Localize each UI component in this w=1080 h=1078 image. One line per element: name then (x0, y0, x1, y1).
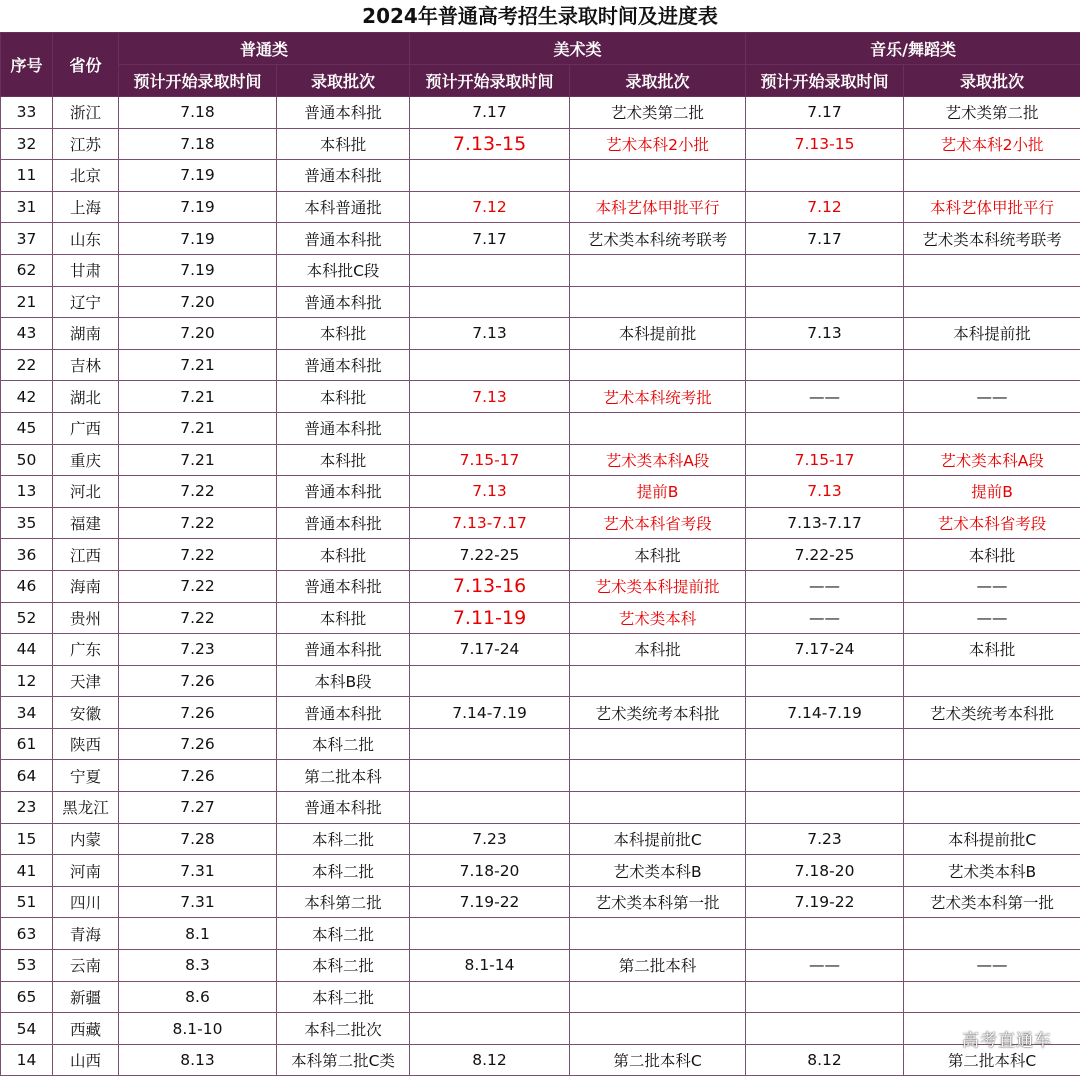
cell-music-batch (904, 665, 1080, 697)
table-row (1, 760, 1080, 792)
cell-music-batch: 艺术类第二批 (904, 97, 1080, 129)
cell-general-time: 7.22 (119, 507, 277, 539)
cell-province: 重庆 (53, 444, 119, 476)
cell-art-time: 7.18-20 (410, 855, 570, 887)
cell-index: 21 (1, 286, 53, 318)
cell-art-batch: 第二批本科 (570, 950, 746, 982)
cell-index: 62 (1, 254, 53, 286)
cell-general-batch: 普通本科批 (277, 160, 410, 192)
cell-music-time: 7.17-24 (746, 634, 904, 666)
cell-art-time: 7.13-15 (410, 128, 570, 160)
table-row (1, 665, 1080, 697)
cell-index: 52 (1, 602, 53, 634)
cell-index: 63 (1, 918, 53, 950)
cell-music-batch (904, 412, 1080, 444)
cell-general-batch: 本科二批 (277, 823, 410, 855)
cell-art-batch: 本科提前批 (570, 318, 746, 350)
table-row (1, 918, 1080, 950)
cell-music-batch: 本科提前批C (904, 823, 1080, 855)
cell-index: 42 (1, 381, 53, 413)
cell-index: 36 (1, 539, 53, 571)
cell-music-time (746, 792, 904, 824)
cell-province: 江西 (53, 539, 119, 571)
cell-music-batch: 本科批 (904, 634, 1080, 666)
watermark: 高考直通车 (962, 1031, 1052, 1051)
cell-general-batch: 本科二批 (277, 950, 410, 982)
cell-music-time: 7.12 (746, 191, 904, 223)
cell-music-time (746, 728, 904, 760)
cell-general-batch: 本科批 (277, 318, 410, 350)
cell-art-time: 7.17-24 (410, 634, 570, 666)
cell-general-batch: 本科B段 (277, 665, 410, 697)
cell-index: 51 (1, 886, 53, 918)
cell-general-time: 7.26 (119, 760, 277, 792)
cell-province: 浙江 (53, 97, 119, 129)
table-row (1, 1044, 1080, 1076)
cell-art-time: 7.15-17 (410, 444, 570, 476)
cell-index: 61 (1, 728, 53, 760)
cell-general-batch: 普通本科批 (277, 286, 410, 318)
table-row (1, 792, 1080, 824)
cell-general-batch: 普通本科批 (277, 349, 410, 381)
cell-music-batch (904, 981, 1080, 1013)
cell-art-time (410, 760, 570, 792)
cell-music-batch: 本科批 (904, 539, 1080, 571)
cell-general-batch: 本科普通批 (277, 191, 410, 223)
cell-art-time (410, 792, 570, 824)
cell-index: 41 (1, 855, 53, 887)
admission-table (0, 32, 1080, 1076)
cell-province: 安徽 (53, 697, 119, 729)
cell-index: 37 (1, 223, 53, 255)
cell-art-batch: 本科提前批C (570, 823, 746, 855)
cell-art-batch: 艺术类统考本科批 (570, 697, 746, 729)
cell-music-time (746, 760, 904, 792)
cell-art-time: 7.13-16 (410, 570, 570, 602)
cell-general-batch: 本科批 (277, 128, 410, 160)
cell-general-time: 7.22 (119, 476, 277, 508)
cell-province: 湖北 (53, 381, 119, 413)
cell-music-batch: 本科艺体甲批平行 (904, 191, 1080, 223)
cell-general-time: 8.13 (119, 1044, 277, 1076)
cell-province: 黑龙江 (53, 792, 119, 824)
cell-art-batch: 艺术类本科 (570, 602, 746, 634)
cell-province: 山东 (53, 223, 119, 255)
cell-art-time: 8.1-14 (410, 950, 570, 982)
cell-art-batch: 艺术类本科提前批 (570, 570, 746, 602)
cell-general-time: 7.21 (119, 381, 277, 413)
cell-general-time: 7.18 (119, 97, 277, 129)
cell-general-time: 7.19 (119, 254, 277, 286)
cell-general-time: 7.20 (119, 286, 277, 318)
cell-province: 广东 (53, 634, 119, 666)
cell-music-time (746, 665, 904, 697)
cell-index: 34 (1, 697, 53, 729)
cell-music-time (746, 254, 904, 286)
cell-index: 22 (1, 349, 53, 381)
cell-music-batch: 艺术类本科统考联考 (904, 223, 1080, 255)
cell-general-batch: 本科批C段 (277, 254, 410, 286)
table-row (1, 412, 1080, 444)
cell-index: 12 (1, 665, 53, 697)
cell-music-batch (904, 160, 1080, 192)
cell-general-batch: 普通本科批 (277, 507, 410, 539)
cell-music-batch: 艺术类统考本科批 (904, 697, 1080, 729)
cell-art-time: 7.17 (410, 97, 570, 129)
table-row (1, 886, 1080, 918)
cell-general-time: 8.6 (119, 981, 277, 1013)
table-row (1, 318, 1080, 350)
cell-general-batch: 本科二批 (277, 855, 410, 887)
cell-general-batch: 本科批 (277, 602, 410, 634)
cell-art-batch: 艺术本科统考批 (570, 381, 746, 413)
cell-general-batch: 本科第二批C类 (277, 1044, 410, 1076)
header-art-start-time: 预计开始录取时间 (410, 65, 570, 97)
cell-index: 54 (1, 1013, 53, 1045)
cell-art-batch: 本科批 (570, 539, 746, 571)
cell-general-time: 7.19 (119, 191, 277, 223)
cell-general-time: 7.22 (119, 570, 277, 602)
cell-index: 45 (1, 412, 53, 444)
cell-art-batch (570, 792, 746, 824)
cell-music-batch: 艺术类本科B (904, 855, 1080, 887)
cell-art-time (410, 665, 570, 697)
cell-general-batch: 本科二批 (277, 728, 410, 760)
cell-music-time: —— (746, 602, 904, 634)
cell-art-time (410, 918, 570, 950)
cell-general-batch: 本科二批 (277, 981, 410, 1013)
table-row (1, 728, 1080, 760)
cell-general-time: 7.21 (119, 444, 277, 476)
cell-general-batch: 普通本科批 (277, 412, 410, 444)
cell-art-time (410, 981, 570, 1013)
cell-music-batch: 本科提前批 (904, 318, 1080, 350)
table-row (1, 191, 1080, 223)
cell-music-time: 7.17 (746, 223, 904, 255)
cell-art-batch (570, 728, 746, 760)
cell-art-batch: 艺术类本科第一批 (570, 886, 746, 918)
cell-general-time: 7.31 (119, 886, 277, 918)
cell-art-batch: 艺术本科2小批 (570, 128, 746, 160)
cell-index: 13 (1, 476, 53, 508)
table-row (1, 697, 1080, 729)
table-row (1, 254, 1080, 286)
cell-music-time (746, 1013, 904, 1045)
cell-music-batch: 艺术本科2小批 (904, 128, 1080, 160)
table-row (1, 476, 1080, 508)
cell-music-time (746, 349, 904, 381)
cell-music-time (746, 286, 904, 318)
cell-index: 64 (1, 760, 53, 792)
cell-music-batch: —— (904, 381, 1080, 413)
table-row (1, 160, 1080, 192)
cell-music-batch: 艺术本科省考段 (904, 507, 1080, 539)
cell-index: 50 (1, 444, 53, 476)
cell-music-time: 7.19-22 (746, 886, 904, 918)
header-group-art: 美术类 (410, 33, 746, 65)
table-row (1, 381, 1080, 413)
cell-general-batch: 本科第二批 (277, 886, 410, 918)
cell-music-batch (904, 760, 1080, 792)
cell-index: 65 (1, 981, 53, 1013)
cell-art-batch: 艺术类第二批 (570, 97, 746, 129)
cell-general-batch: 普通本科批 (277, 223, 410, 255)
cell-music-batch: 提前B (904, 476, 1080, 508)
cell-index: 14 (1, 1044, 53, 1076)
cell-art-batch: 本科艺体甲批平行 (570, 191, 746, 223)
cell-music-time (746, 160, 904, 192)
cell-art-batch: 提前B (570, 476, 746, 508)
cell-art-time: 7.14-7.19 (410, 697, 570, 729)
cell-music-time: 7.13-15 (746, 128, 904, 160)
cell-art-time (410, 254, 570, 286)
cell-general-batch: 普通本科批 (277, 792, 410, 824)
cell-art-time (410, 349, 570, 381)
cell-music-time: 7.17 (746, 97, 904, 129)
table-row (1, 981, 1080, 1013)
cell-index: 35 (1, 507, 53, 539)
cell-music-time: 7.13 (746, 318, 904, 350)
cell-general-time: 7.18 (119, 128, 277, 160)
cell-province: 福建 (53, 507, 119, 539)
cell-index: 23 (1, 792, 53, 824)
cell-music-time (746, 412, 904, 444)
cell-art-batch (570, 254, 746, 286)
cell-music-batch (904, 286, 1080, 318)
cell-art-time (410, 160, 570, 192)
cell-general-batch: 本科批 (277, 381, 410, 413)
cell-general-batch: 本科二批次 (277, 1013, 410, 1045)
cell-art-batch: 第二批本科C (570, 1044, 746, 1076)
cell-music-batch: —— (904, 950, 1080, 982)
cell-music-batch: 第二批本科C (904, 1044, 1080, 1076)
cell-music-time: 7.13 (746, 476, 904, 508)
table-row (1, 950, 1080, 982)
table-row (1, 1013, 1080, 1045)
cell-music-time: 8.12 (746, 1044, 904, 1076)
cell-province: 河北 (53, 476, 119, 508)
cell-general-batch: 第二批本科 (277, 760, 410, 792)
cell-general-time: 7.20 (119, 318, 277, 350)
cell-music-batch (904, 728, 1080, 760)
cell-province: 内蒙 (53, 823, 119, 855)
header-music-batch: 录取批次 (904, 65, 1080, 97)
cell-general-batch: 普通本科批 (277, 570, 410, 602)
cell-province: 青海 (53, 918, 119, 950)
cell-art-time (410, 1013, 570, 1045)
cell-general-time: 7.27 (119, 792, 277, 824)
cell-art-batch (570, 665, 746, 697)
cell-art-time (410, 412, 570, 444)
cell-art-time: 7.23 (410, 823, 570, 855)
cell-province: 云南 (53, 950, 119, 982)
cell-province: 湖南 (53, 318, 119, 350)
cell-art-time: 7.13-7.17 (410, 507, 570, 539)
cell-index: 31 (1, 191, 53, 223)
cell-art-batch (570, 160, 746, 192)
cell-music-batch: —— (904, 602, 1080, 634)
cell-general-time: 7.22 (119, 602, 277, 634)
cell-index: 43 (1, 318, 53, 350)
cell-art-time: 7.13 (410, 476, 570, 508)
cell-music-time: 7.13-7.17 (746, 507, 904, 539)
cell-general-time: 7.21 (119, 349, 277, 381)
cell-province: 江苏 (53, 128, 119, 160)
cell-general-time: 7.26 (119, 665, 277, 697)
table-row (1, 507, 1080, 539)
cell-general-time: 8.1 (119, 918, 277, 950)
cell-index: 46 (1, 570, 53, 602)
cell-general-time: 8.3 (119, 950, 277, 982)
cell-art-time (410, 728, 570, 760)
header-index: 序号 (1, 33, 53, 97)
cell-general-time: 7.23 (119, 634, 277, 666)
cell-art-batch (570, 412, 746, 444)
cell-general-batch: 普通本科批 (277, 697, 410, 729)
table-row (1, 349, 1080, 381)
cell-art-batch (570, 760, 746, 792)
cell-general-time: 7.28 (119, 823, 277, 855)
cell-province: 陕西 (53, 728, 119, 760)
table-row (1, 97, 1080, 129)
cell-province: 四川 (53, 886, 119, 918)
cell-index: 53 (1, 950, 53, 982)
cell-music-batch: 艺术类本科第一批 (904, 886, 1080, 918)
header-province: 省份 (53, 33, 119, 97)
cell-art-time: 7.19-22 (410, 886, 570, 918)
table-row (1, 602, 1080, 634)
cell-province: 河南 (53, 855, 119, 887)
cell-music-time: —— (746, 381, 904, 413)
cell-general-time: 7.22 (119, 539, 277, 571)
table-row (1, 570, 1080, 602)
cell-art-batch (570, 286, 746, 318)
cell-index: 44 (1, 634, 53, 666)
cell-music-batch: —— (904, 570, 1080, 602)
cell-province: 山西 (53, 1044, 119, 1076)
cell-music-time: 7.18-20 (746, 855, 904, 887)
cell-music-time: 7.14-7.19 (746, 697, 904, 729)
table-row (1, 634, 1080, 666)
page-title: 2024年普通高考招生录取时间及进度表 (362, 4, 718, 28)
cell-art-time: 7.12 (410, 191, 570, 223)
cell-province: 新疆 (53, 981, 119, 1013)
cell-index: 15 (1, 823, 53, 855)
table-body (1, 97, 1080, 1076)
cell-art-batch: 艺术类本科B (570, 855, 746, 887)
cell-art-time (410, 286, 570, 318)
cell-art-batch: 艺术类本科统考联考 (570, 223, 746, 255)
cell-art-batch (570, 349, 746, 381)
cell-general-time: 7.31 (119, 855, 277, 887)
table-row (1, 128, 1080, 160)
cell-art-time: 7.11-19 (410, 602, 570, 634)
cell-art-batch: 艺术类本科A段 (570, 444, 746, 476)
cell-province: 贵州 (53, 602, 119, 634)
cell-music-batch: 艺术类本科A段 (904, 444, 1080, 476)
header-group-general: 普通类 (119, 33, 410, 65)
cell-province: 海南 (53, 570, 119, 602)
cell-general-batch: 本科二批 (277, 918, 410, 950)
cell-general-time: 7.26 (119, 697, 277, 729)
cell-art-batch (570, 1013, 746, 1045)
cell-general-batch: 本科批 (277, 539, 410, 571)
cell-province: 吉林 (53, 349, 119, 381)
cell-art-time: 7.22-25 (410, 539, 570, 571)
header-music-start-time: 预计开始录取时间 (746, 65, 904, 97)
table-row (1, 223, 1080, 255)
cell-music-batch (904, 254, 1080, 286)
cell-music-time (746, 981, 904, 1013)
cell-music-time: —— (746, 570, 904, 602)
cell-general-time: 7.21 (119, 412, 277, 444)
cell-province: 宁夏 (53, 760, 119, 792)
cell-art-batch (570, 918, 746, 950)
cell-music-batch (904, 792, 1080, 824)
cell-province: 天津 (53, 665, 119, 697)
cell-art-batch (570, 981, 746, 1013)
cell-art-batch: 艺术本科省考段 (570, 507, 746, 539)
cell-general-batch: 普通本科批 (277, 476, 410, 508)
cell-general-batch: 普通本科批 (277, 97, 410, 129)
header-general-batch: 录取批次 (277, 65, 410, 97)
cell-province: 广西 (53, 412, 119, 444)
cell-province: 西藏 (53, 1013, 119, 1045)
header-general-start-time: 预计开始录取时间 (119, 65, 277, 97)
cell-province: 上海 (53, 191, 119, 223)
cell-province: 北京 (53, 160, 119, 192)
cell-art-time: 7.17 (410, 223, 570, 255)
cell-index: 11 (1, 160, 53, 192)
cell-music-time: 7.23 (746, 823, 904, 855)
cell-index: 32 (1, 128, 53, 160)
cell-music-batch (904, 349, 1080, 381)
cell-music-batch (904, 918, 1080, 950)
cell-music-time: —— (746, 950, 904, 982)
cell-music-time: 7.15-17 (746, 444, 904, 476)
table-row (1, 539, 1080, 571)
cell-music-time (746, 918, 904, 950)
table-row (1, 444, 1080, 476)
cell-general-batch: 本科批 (277, 444, 410, 476)
table-row (1, 823, 1080, 855)
table-row (1, 855, 1080, 887)
header-art-batch: 录取批次 (570, 65, 746, 97)
cell-general-time: 7.19 (119, 223, 277, 255)
cell-music-time: 7.22-25 (746, 539, 904, 571)
cell-art-time: 8.12 (410, 1044, 570, 1076)
cell-general-time: 8.1-10 (119, 1013, 277, 1045)
cell-art-time: 7.13 (410, 381, 570, 413)
cell-art-batch: 本科批 (570, 634, 746, 666)
cell-index: 33 (1, 97, 53, 129)
cell-province: 辽宁 (53, 286, 119, 318)
cell-province: 甘肃 (53, 254, 119, 286)
cell-general-batch: 普通本科批 (277, 634, 410, 666)
cell-art-time: 7.13 (410, 318, 570, 350)
cell-general-time: 7.26 (119, 728, 277, 760)
header-group-music: 音乐/舞蹈类 (746, 33, 1080, 65)
table-row (1, 286, 1080, 318)
cell-general-time: 7.19 (119, 160, 277, 192)
